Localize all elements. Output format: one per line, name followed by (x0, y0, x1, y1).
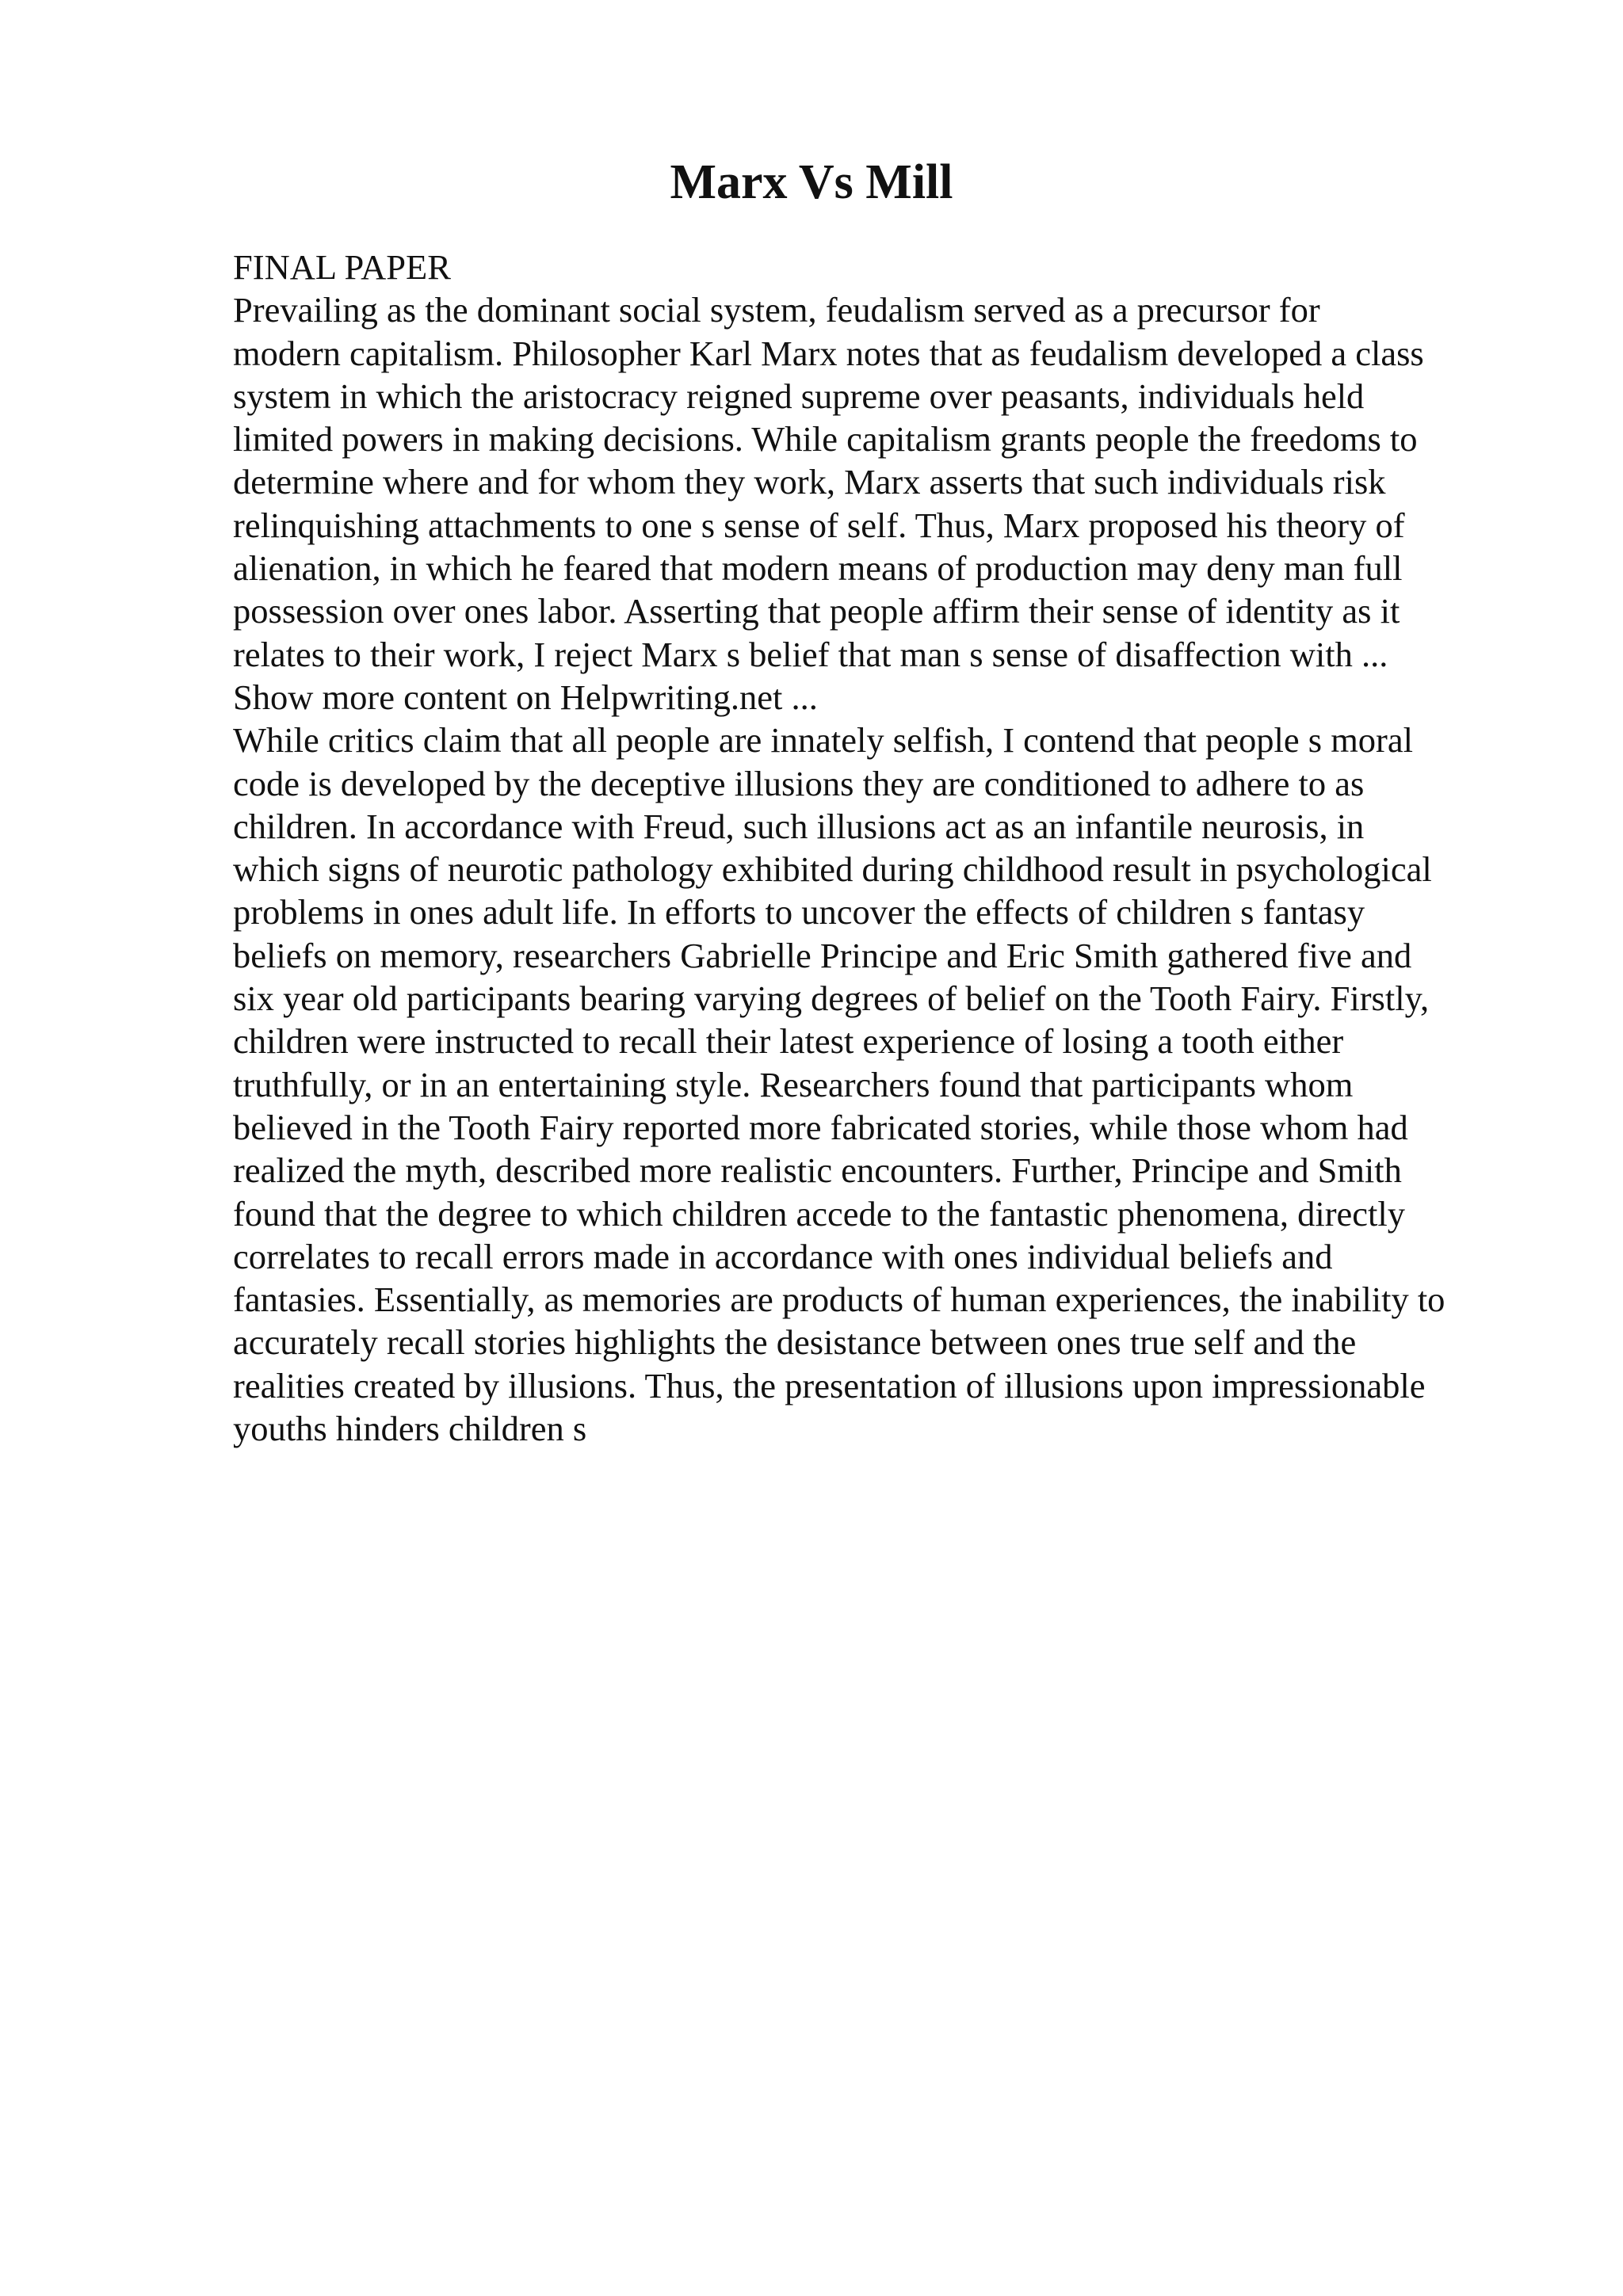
show-more-line: Show more content on Helpwriting.net ... (233, 677, 818, 717)
text-line: beliefs on memory, researchers Gabrielle Principe and Eric Smith gathered five and (233, 935, 1412, 975)
text-line: children. In accordance with Freud, such illusions act as an infantile neurosis, in (233, 806, 1365, 846)
text-line: relates to their work, I reject Marx s belief that man s sense of disaffection with ... (233, 634, 1388, 674)
text-line: possession over ones labor. Asserting that people affirm their sense of identity as it (233, 591, 1400, 631)
text-line: correlates to recall errors made in accordance with ones individual beliefs and (233, 1236, 1333, 1276)
text-line: realities created by illusions. Thus, the presentation of illusions upon impressionable (233, 1365, 1426, 1405)
text-line: relinquishing attachments to one s sense of self. Thus, Marx proposed his theory of (233, 505, 1405, 545)
text-line: accurately recall stories highlights the desistance between ones true self and the (233, 1322, 1357, 1363)
text-line: modern capitalism. Philosopher Karl Marx notes that as feudalism developed a class (233, 333, 1424, 373)
section-heading: FINAL PAPER (233, 247, 451, 287)
text-line: found that the degree to which children accede to the fantastic phenomena, directly (233, 1193, 1406, 1234)
text-line: six year old participants bearing varying degrees of belief on the Tooth Fairy. Firstly, (233, 978, 1430, 1019)
text-line: youths hinders children s (233, 1409, 587, 1449)
text-line: Prevailing as the dominant social system, feudalism served as a precursor for (233, 290, 1320, 330)
text-line: limited powers in making decisions. While capitalism grants people the freedoms to (233, 419, 1418, 460)
text-line: While critics claim that all people are innately selfish, I contend that people s moral (233, 720, 1413, 761)
text-line: believed in the Tooth Fairy reported more fabricated stories, while those whom had (233, 1107, 1408, 1147)
text-line: fantasies. Essentially, as memories are products of human experiences, the inability to (233, 1280, 1445, 1320)
text-line: alienation, in which he feared that modern means of production may deny man full (233, 548, 1403, 589)
text-line: children were instructed to recall their latest experience of losing a tooth either (233, 1021, 1344, 1062)
page-title: Marx Vs Mill (670, 155, 953, 209)
text-line: system in which the aristocracy reigned supreme over peasants, individuals held (233, 376, 1365, 416)
text-line: which signs of neurotic pathology exhibited during childhood result in psychological (233, 849, 1432, 890)
document-body (233, 246, 1533, 1450)
text-line: realized the myth, described more realistic encounters. Further, Principe and Smith (233, 1150, 1402, 1191)
text-line: problems in ones adult life. In efforts to uncover the effects of children s fantasy (233, 892, 1365, 933)
text-line: code is developed by the deceptive illusions they are conditioned to adhere to as (233, 763, 1365, 803)
text-line: truthfully, or in an entertaining style. Researchers found that participants whom (233, 1064, 1354, 1104)
text-line: determine where and for whom they work, Marx asserts that such individuals risk (233, 462, 1386, 502)
